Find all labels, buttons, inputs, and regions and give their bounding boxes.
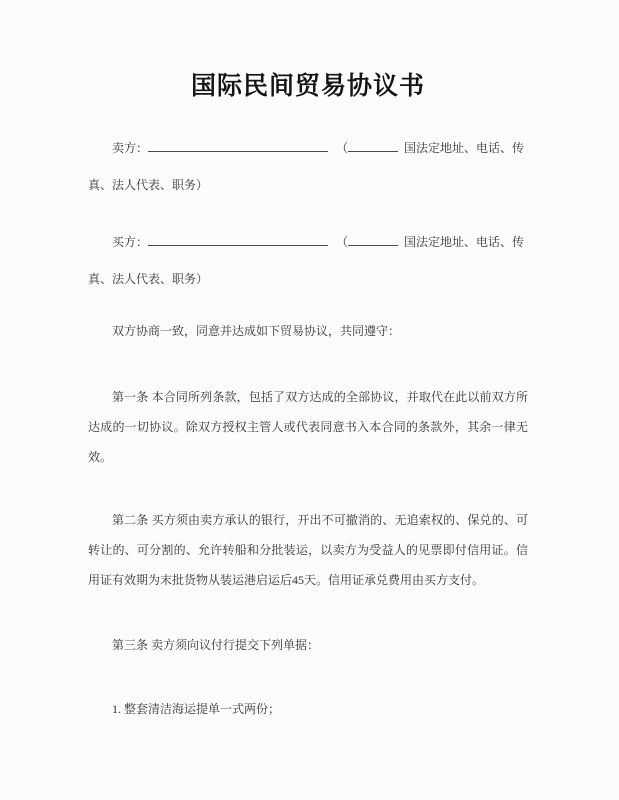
seller-note: 国法定地址、电话、传真、法人代表、职务） [88, 141, 525, 192]
buyer-name-blank [148, 232, 328, 246]
buyer-country-blank [348, 232, 398, 246]
seller-open-paren: （ [336, 141, 349, 155]
article-3-paragraph: 第三条 卖方须向议付行提交下列单据： [112, 638, 320, 652]
buyer-open-paren: （ [336, 235, 349, 249]
seller-name-blank [148, 138, 328, 152]
buyer-label: 买方： [112, 235, 149, 249]
preamble-paragraph: 双方协商一致，同意并达成如下贸易协议，共同遵守： [112, 324, 401, 338]
buyer-note: 国法定地址、电话、传真、法人代表、职务） [88, 235, 525, 286]
document-body [88, 70, 528, 724]
article-2-paragraph: 第二条 买方须由卖方承认的银行，开出不可撤消的、无追索权的、保兑的、可转让的、可分割的、允许转船和分批装运，以卖方为受益人的见票即付信用证。信用证有效期为末批货物从装运港启运后45天。信用证承兑费用由买方支付。 [88, 513, 528, 587]
buyer-line [88, 224, 528, 298]
article-1-paragraph: 第一条 本合同所列条款，包括了双方达成的全部协议，并取代在此以前双方所达成的一切协议。除双方授权主管人或代表同意书入本合同的条款外，其余一律无效。 [88, 390, 528, 464]
seller-label: 卖方： [112, 141, 149, 155]
document-list-item-1: 1. 整套清洁海运提单一式两份； [112, 702, 281, 716]
seller-line [88, 130, 528, 204]
document-title: 国际民间贸易协议书 [190, 73, 425, 100]
seller-country-blank [348, 138, 398, 152]
